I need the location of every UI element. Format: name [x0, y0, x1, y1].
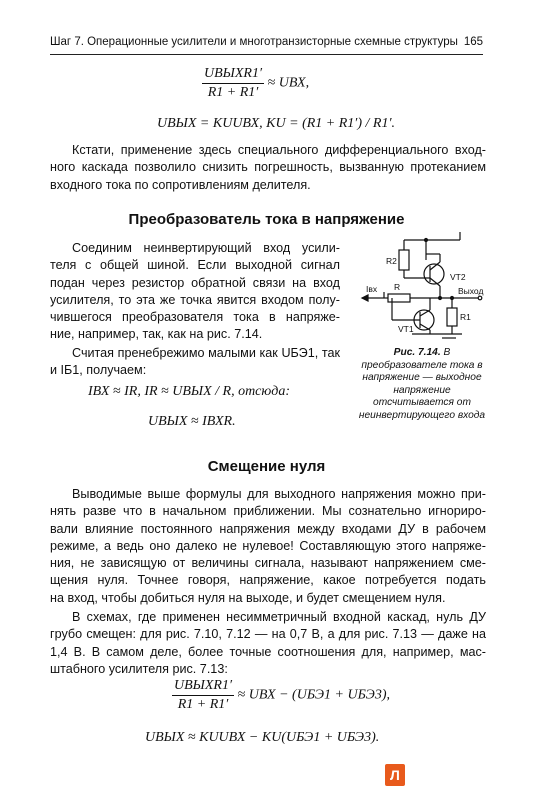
- header-title: Шаг 7. Операционные усилители и многотранзисторные схемные структуры: [50, 36, 458, 48]
- label-output: Выход: [458, 286, 484, 296]
- figure-caption: [352, 347, 492, 422]
- running-header: [50, 36, 483, 54]
- logo-letter: Л: [390, 767, 400, 783]
- label-r: R: [394, 282, 401, 292]
- label-vt1: VT1: [398, 324, 414, 334]
- formula-current-relations: IВХ ≈ IR, IR ≈ UВЫХ / R, отсюда:: [88, 384, 291, 399]
- text-line: грубо смещен: для рис. 7.10, 7.12 — на 0,7 В, а для рис. 7.13 — даже на: [50, 627, 486, 642]
- formula1-rhs: ≈ UВХ,: [267, 75, 310, 91]
- text-line: ного каскада позволило снизить погрешность, вызванную протеканием: [50, 160, 486, 175]
- page-number: 165: [463, 36, 483, 48]
- text-line: усилителя, то эта же точка явится входом полу-: [50, 292, 340, 307]
- header-rule: [50, 54, 483, 55]
- formula-offset-divider: [172, 678, 390, 713]
- text-line: штабного усилителя рис. 7.13:: [50, 661, 228, 676]
- text-line: нять разве что в начальном приближении. Мы сознательно игнориро-: [50, 504, 486, 519]
- paragraph-offset-definition: [50, 486, 486, 607]
- caption-prefix: Рис. 7.14.: [393, 347, 441, 358]
- formula-voltage-divider: [202, 66, 309, 101]
- text-line: и IБ1, получаем:: [50, 363, 147, 378]
- label-ibx: Iвх: [366, 284, 378, 294]
- formula1-numerator: UВЫХR1′: [202, 66, 264, 84]
- section-heading-zero-offset: Смещение нуля: [207, 458, 326, 475]
- text-line: Считая пренебрежимо малыми как UБЭ1, так: [72, 346, 340, 360]
- text-line: щения нуля. Точнее говоря, напряжение, какое потребуется подать: [50, 573, 486, 588]
- text-line: подан через резистор обратной связи на вход: [50, 275, 340, 290]
- paragraph-asymmetric-stage: [50, 609, 486, 678]
- text-line: режиме, а ведь оно далеко не нулевое! Составляющую этого напряже-: [50, 538, 486, 553]
- text-line: вали влияние постоянного напряжения между входами ДУ в рабочем: [50, 521, 486, 536]
- text-line: чившегося преобразователя тока в напряже-: [50, 310, 340, 325]
- text-line: ние, например, так, как на рис. 7.14.: [50, 327, 263, 342]
- formula5-numerator: UВЫХR1′: [172, 678, 234, 696]
- text-line: Выводимые выше формулы для выходного напряжения можно при-: [72, 487, 486, 501]
- text-line: теля с общей шиной. Если выходной сигнал: [50, 258, 340, 273]
- label-r2: R2: [386, 256, 397, 266]
- formula1-denominator: R1 + R1′: [207, 85, 259, 100]
- text-line: на вход, чтобы добиться нуля на выходе, и будет смещением нуля.: [50, 590, 446, 605]
- publisher-logo: [385, 764, 405, 786]
- text-line: 1,4 В. В самом деле, более точные соотношения для, например, мас-: [50, 644, 486, 659]
- caption-text: В преобразователе тока в напряжение — выходное напряжение отсчитывается от неинвертирующего входа: [358, 347, 486, 421]
- formula-offset-output: UВЫХ ≈ KUUВХ − KU(UБЭ1 + UБЭ3).: [145, 730, 380, 745]
- paragraph-current-converter: [50, 240, 340, 344]
- text-line: Соединим неинвертирующий вход усили-: [72, 241, 340, 255]
- text-line: ния, не зависящую от величины сигнала, называют напряжением сме-: [50, 556, 486, 571]
- text-line: Кстати, применение здесь специального дифференциального вход-: [72, 143, 486, 157]
- paragraph-differential-input: [50, 142, 486, 194]
- text-line: В схемах, где применен несимметричный входной каскад, нуль ДУ: [72, 610, 486, 624]
- formula-gain: UВЫХ = KUUВХ, KU = (R1 + R1′) / R1′.: [157, 116, 396, 131]
- text-line: входного тока по сопротивлениям делителя.: [50, 177, 311, 192]
- section-heading-current-to-voltage: Преобразователь тока в напряжение: [128, 211, 405, 228]
- formula5-rhs: ≈ UВХ − (UБЭ1 + UБЭ3),: [237, 687, 390, 703]
- formula-output-voltage: UВЫХ ≈ IВХR.: [148, 414, 236, 429]
- paragraph-neglect: [50, 345, 340, 380]
- label-r1: R1: [460, 312, 471, 322]
- formula5-denominator: R1 + R1′: [177, 697, 229, 712]
- circuit-diagram-fig-7-14: [352, 232, 492, 340]
- label-vt2: VT2: [450, 272, 466, 282]
